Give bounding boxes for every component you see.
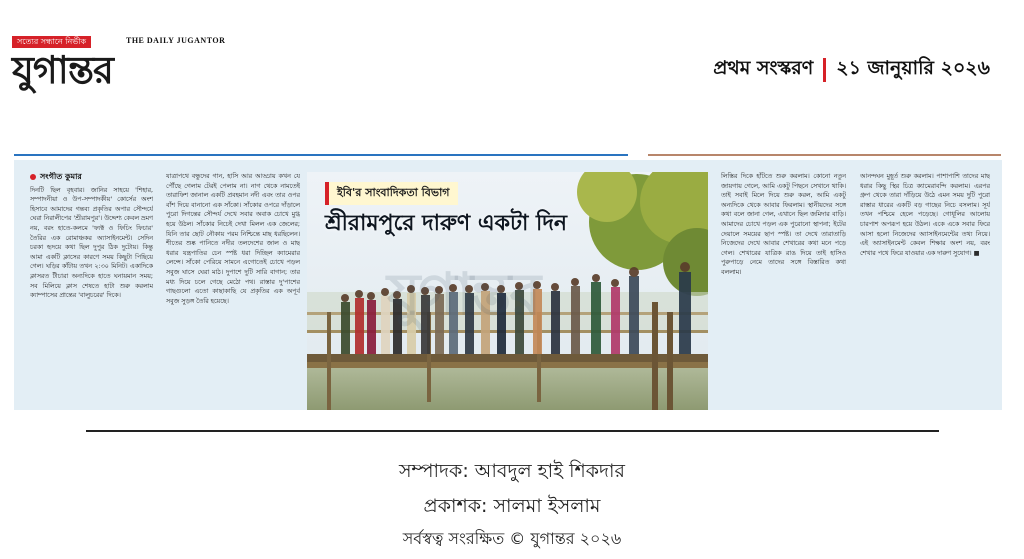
footer-publisher: প্রকাশক: সালমা ইসলাম [423, 495, 601, 517]
article-column-3 [721, 172, 846, 408]
edition-separator [823, 58, 826, 82]
byline-author: সংগীত কুমার [40, 172, 82, 181]
edition-date: ২১ জানুয়ারি ২০২৬ [836, 57, 990, 79]
bullet-icon [30, 174, 36, 180]
footer-divider [86, 430, 939, 432]
logo-wordmark: যুগান্তর [12, 48, 113, 92]
article-text-col3: লিস্তির দিকে হাঁটতে শুরু করলাম। কোনো নতুন জায়গায় গেলে, আমি একটু পিছনে সেখানে থাকি। তাই সবাই মিলে দিয়ে শুরু করল, আমি একটু অন্যদিকে থেকে আবার ফিরলাম। স্থানীয়দের সঙ্গে কথা বলে জানা গেল, এখানে ছিল জমিদার বাড়ি। আমাদের চোখে পড়ল এক পুরোনো স্থাপনা; ইটের দেয়ালে সময়ের ছাপ স্পষ্ট। তা দেখে তারাতাড়ি নিজেদের দেখে আবার শেখারের কথা মনে পড়ে গেল। শেখারের যাত্রিক রাঙ দিয়ে তাই হাসিও পুরুপাড়ে নেমে তাদের সঙ্গে বিস্তারিত কথা বললাম। [721, 173, 846, 276]
article-column-1 [30, 172, 153, 408]
article-column-2 [166, 172, 300, 408]
masthead-logo[interactable] [12, 34, 242, 96]
article-text-col2: যাত্রাপথে বন্ধুদের গান, হাসি আর আড্ডায় কখন যে পৌঁছে গেলাম টেরই পেলাম না। নাগ থেকে নামতেই তারাফিশ জানাল একটি প্রবহমান নদী এবং তার ওপর বাঁশ দিয়ে বানানো এক সাঁকো। সাঁকোর ওপরে দাঁড়ালে পুরো দিগন্তের সৌন্দর্য দেখে সবার অবাক চোখে মুগ্ধ হয়ে উঠল। সাঁকোর নিচেই দেখা মিলল এক জেলের; যিনি তার ছোট নৌকায় পরম নিশ্চিন্তে মাছ ধরছিলেন। শীতের শুষ্ক পানিতে নদীর তলদেশের জাল ও মাছ ধরার যন্ত্রপাতির চেন স্পষ্ট ধরা দিচ্ছিল ক্যামেরার লেন্সে। সাঁকো পেরিয়ে সামনে এগোতেই চোখে পড়ল সবুজ ঘাসে ঘেরা মাঠ। দুপাশে দুটি সারি বাগান; তার মধ্য দিয়ে চলে গেছে মেঠো পথ। রাস্তার দু'পাশের গাছগুলো এতো কাছাকাছি যে প্রকৃতির এক অপূর্ব সবুজ সুড়ঙ্গ তৈরি হয়েছে। [166, 173, 300, 305]
edition-label: প্রথম সংস্করণ [713, 57, 814, 79]
edition-info [713, 54, 990, 86]
section-rule-right [648, 154, 1001, 156]
article-text-col4: আনন্দঘন মুহূর্ত শুরু করলাম। পাশাপাশি তাদের মাছ ধরার কিছু স্থির চিত্র ক্যামেরাবন্দি করলাম। এরপর গ্রুপ থেকে তারা দাঁড়িয়ে উঠে এমন সময় দুটি পুরো রাস্তার ধারের একটি বড় গাছের নিচে বসলাম। সূর্য তখন পশ্চিমে হেলে পড়েছে। গোধূলির আলোয় চারপাশ অপরূপ হয়ে উঠল। একে একে সবার ফিরে আসা হলো নিজেদের অ্যাসাইনমেন্টের তথ্য নিয়ে। এই অ্যাসাইনমেন্ট কেবল শিক্ষার অংশ নয়, বরং শেখার পথে ফিরে যাওয়ার এক দারুণ সুযোগ। ■ [860, 173, 990, 257]
masthead-name-en: THE DAILY JUGANTOR [126, 36, 226, 45]
article-column-4 [860, 172, 990, 408]
photo-label: ইবি'র সাংবাদিকতা বিভাগ [325, 182, 458, 205]
article-headline: শ্রীরামপুরে দারুণ একটা দিন [325, 211, 568, 236]
masthead-tagline: সত্যের সন্ধানে নির্ভীক [12, 36, 91, 48]
footer-copyright: সর্বস্বত্ব সংরক্ষিত © যুগান্তর ২০২৬ [402, 529, 622, 548]
article-text-col1: দিনটি ছিল বৃহবার। জানির সাহয়ে 'শিহার, সম্পাদনীয়া ও উপ-সম্পাদকীয়' কোর্সের অংশ হিসাবে আমাদের গন্তব্য প্রকৃতির অপার সৌন্দর্যে ঘেরা নিরালীপের 'শ্রীরামপুর'। উদ্দেশ্য কেবল ভ্রমণ নয়, বরং হাতে-কলমে 'ফ্যক্ট ও ফিচিং ফিচার' তৈরির এক রোমাঞ্চকর অ্যাসাইনমেন্ট। সেদিন চরকা হৃদয়ে কথা ছিল দুপুর ঠিক দুটোয়। কিন্তু আমা একটি ক্লাসের কারণে সময় কিছুটা পিছিয়ে গেল। ঘড়ির কাঁটায় তখন ২:৩০ মিনিট। একাদিকে ক্লাসরত টীচারা অন্যদিকে হাতে ঘনায়মান সময়; সব মিলিয়ে ক্লাস শেষতে হাটা শুরু করলাম ক্যাম্পাসের প্রান্তের 'বালুচরের' দিকে। [30, 186, 153, 300]
footer-editor: সম্পাদক: আবদুল হাই শিকদার [398, 460, 626, 482]
byline [30, 172, 153, 182]
section-rule-left [14, 154, 628, 156]
photo-watermark: যুগান্তর [387, 260, 540, 328]
article-photo[interactable] [307, 172, 708, 410]
